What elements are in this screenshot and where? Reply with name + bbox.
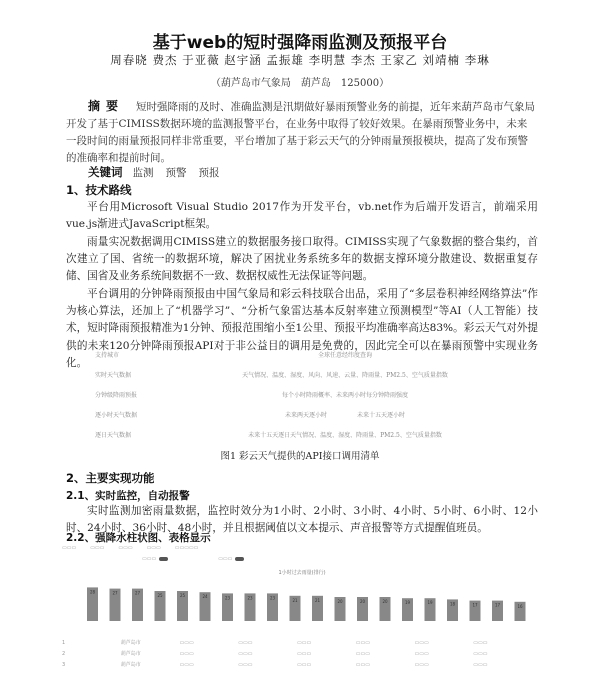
api-row-desc: 每个小时降雨概率、未来两小时每分钟降雨强度 xyxy=(281,392,408,399)
table-cell-placeholder: ▭▭▭ xyxy=(238,650,253,657)
api-row-desc: 未来两天逐小时 未来十五天逐小时 xyxy=(284,412,405,419)
bar-value-label: 27 xyxy=(134,590,141,596)
api-row xyxy=(95,350,515,370)
api-row-desc: 全球任意经纬度查询 xyxy=(317,352,372,359)
table-cell-placeholder: ▭▭▭ xyxy=(355,661,370,668)
api-row-name: 逐小时天气数据 xyxy=(95,412,138,419)
api-row-name: 逐日天气数据 xyxy=(95,432,132,439)
table-cell-placeholder: ▭▭▭ xyxy=(473,650,488,657)
api-row-name: 实时天气数据 xyxy=(95,372,132,379)
table-cell-placeholder: ▭▭▭ xyxy=(179,639,194,646)
bar-value-label: 23 xyxy=(247,595,253,601)
table-row xyxy=(62,637,532,648)
screenshot-tabs: ▭▭▭ ▭▭▭ ▭▭▭ ▭▭▭ ▭▭▭▭▭ xyxy=(62,545,199,551)
bar-value-label: 27 xyxy=(112,590,118,596)
table-row xyxy=(62,659,532,670)
abstract-text: 短时强降雨的及时、准确监测是汛期做好暴雨预警业务的前提，近年来葫芦岛市气象局开发了基于CIMISS数据环境的监测报警平台，在业务中取得了较好效果。在暴雨预警业务中，未来一段时间的雨量预报同样非常重要，平台增加了基于彩云天气的分钟雨量预报模块，提高了发布预警的准确率和提前时间。 xyxy=(66,101,536,164)
bar-value-label: 23 xyxy=(224,595,231,601)
bar-value-label: 23 xyxy=(269,595,276,601)
bar-value-label: 18 xyxy=(449,601,456,607)
table-cell-placeholder: ▭▭▭ xyxy=(355,650,370,657)
table-cell-placeholder: ▭▭▭ xyxy=(473,639,488,646)
table-cell: 2 xyxy=(62,650,66,657)
api-row xyxy=(95,390,515,410)
api-row-name: 分钟级降雨预报 xyxy=(95,392,138,399)
paragraph: 实时监测加密雨量数据，监控时效分为1小时、2小时、3小时、4小时、5小时、6小时、12小时、24小时、36小时、48小时，并且根据阈值以文本提示、声音报警等方式提醒值班员。 xyxy=(66,505,538,535)
table-cell-placeholder: ▭▭▭ xyxy=(238,661,253,668)
bar-chart xyxy=(62,571,542,631)
bar-value-label: 21 xyxy=(314,597,321,603)
section-heading-2: 2、主要实现功能 xyxy=(66,471,155,485)
keywords-label: 关键词 xyxy=(88,165,123,179)
bar-value-label: 20 xyxy=(382,599,388,604)
keyword: 预警 xyxy=(165,167,187,179)
abstract xyxy=(66,98,536,167)
table-cell-placeholder: ▭▭▭ xyxy=(414,639,429,646)
paragraph: 平台调用的分钟降雨预报由中国气象局和彩云科技联合出品，采用了“多层卷积神经网络算法”作为核心算法，还加上了“机器学习”、“分析气象雷达基本反射率建立预测模型”等AI（人工智能）技术，短时降雨预报精准为1分钟、预报范围缩小至1公里、预报平均准确率高达83%。彩云天气对外提供的未来120分钟降雨预报API对于非公益目的调用是免费的，因此完全可以在暴雨预警中实现业务化。 xyxy=(66,288,538,369)
chart-title: 1小时过去雨量(排行) xyxy=(278,570,326,576)
screenshot-figure xyxy=(62,545,542,683)
table-cell-placeholder: ▭▭▭ xyxy=(297,639,312,646)
paper-title: 基于web的短时强降雨监测及预报平台 xyxy=(152,33,448,53)
table-cell: 葫芦岛市 xyxy=(120,640,141,646)
table-cell-placeholder: ▭▭▭ xyxy=(297,661,312,668)
api-row xyxy=(95,430,515,450)
table-cell-placeholder: ▭▭▭ xyxy=(179,661,194,668)
table-cell-placeholder: ▭▭▭ xyxy=(355,639,370,646)
keyword: 预报 xyxy=(198,167,220,179)
table-cell: 葫芦岛市 xyxy=(120,651,141,657)
section-heading-2-1: 2.1、实时监控，自动报警 xyxy=(66,490,190,502)
api-row xyxy=(95,410,515,430)
table-cell-placeholder: ▭▭▭ xyxy=(179,650,194,657)
figure-caption: 图1 彩云天气提供的API接口调用清单 xyxy=(220,451,380,462)
table-row xyxy=(62,648,532,659)
api-row-desc: 天气情况、温度、湿度、风向、风速、云量、降雨量、PM2.5、空气质量指数 xyxy=(242,372,448,379)
table-cell-placeholder: ▭▭▭ xyxy=(414,650,429,657)
api-table-figure xyxy=(95,350,515,450)
table-cell-placeholder: ▭▭▭ xyxy=(414,661,429,668)
table-cell: 1 xyxy=(62,639,66,646)
authors: 周春晓 费杰 于亚薇 赵宇涵 孟振雄 李明慧 李杰 王家乙 刘靖楠 李琳 xyxy=(110,53,490,67)
table-cell: 葫芦岛市 xyxy=(120,662,141,668)
bar-value-label: 20 xyxy=(359,599,366,604)
paragraph: 雨量实况数据调用CIMISS建立的数据服务接口取得。CIMISS实现了气象数据的整合集约，首次建立了国、省统一的数据环境，解决了困扰业务系统多年的数据支撑环境分散建设、数据重复存储、国省及业务系统间数据不一致、数据权威性无法保证等问题。 xyxy=(66,236,538,283)
section-heading-1: 1、技术路线 xyxy=(66,183,132,197)
result-table xyxy=(62,637,532,670)
bar-value-label: 19 xyxy=(427,600,433,606)
api-row xyxy=(95,370,515,390)
bar-value-label: 25 xyxy=(157,593,163,598)
api-row-name: 支持城市 xyxy=(95,352,120,359)
paragraph: 平台用Microsoft Visual Studio 2017作为开发平台，vb.net作为后端开发语言，前端采用vue.js渐进式JavaScript框架。 xyxy=(66,201,538,231)
screenshot-toggles: ▭▭▭ ▭▭▭ xyxy=(62,556,542,562)
keywords xyxy=(88,164,232,180)
bar-value-label: 25 xyxy=(179,593,186,598)
abstract-label: 摘要 xyxy=(88,99,125,113)
bar-value-label: 17 xyxy=(494,602,501,608)
bar-value-label: 19 xyxy=(404,600,411,606)
table-cell-placeholder: ▭▭▭ xyxy=(238,639,253,646)
table-cell: 3 xyxy=(62,661,66,668)
bar-value-label: 17 xyxy=(472,602,478,608)
affiliation: （葫芦岛市气象局 葫芦岛 125000） xyxy=(210,78,390,89)
bar-value-label: 28 xyxy=(89,589,96,595)
table-cell-placeholder: ▭▭▭ xyxy=(473,661,488,668)
keyword: 监测 xyxy=(132,167,154,179)
table-cell-placeholder: ▭▭▭ xyxy=(297,650,312,657)
section-heading-2-2: 2.2、强降水柱状图、表格显示 xyxy=(66,532,211,544)
bar-value-label: 24 xyxy=(202,594,208,600)
bar-value-label: 21 xyxy=(292,597,298,603)
bar-value-label: 20 xyxy=(337,599,343,604)
api-row-desc: 未来十五天逐日天气情况、温度、湿度、降雨量、PM2.5、空气质量指数 xyxy=(248,432,442,439)
bar-value-label: 16 xyxy=(517,603,523,609)
